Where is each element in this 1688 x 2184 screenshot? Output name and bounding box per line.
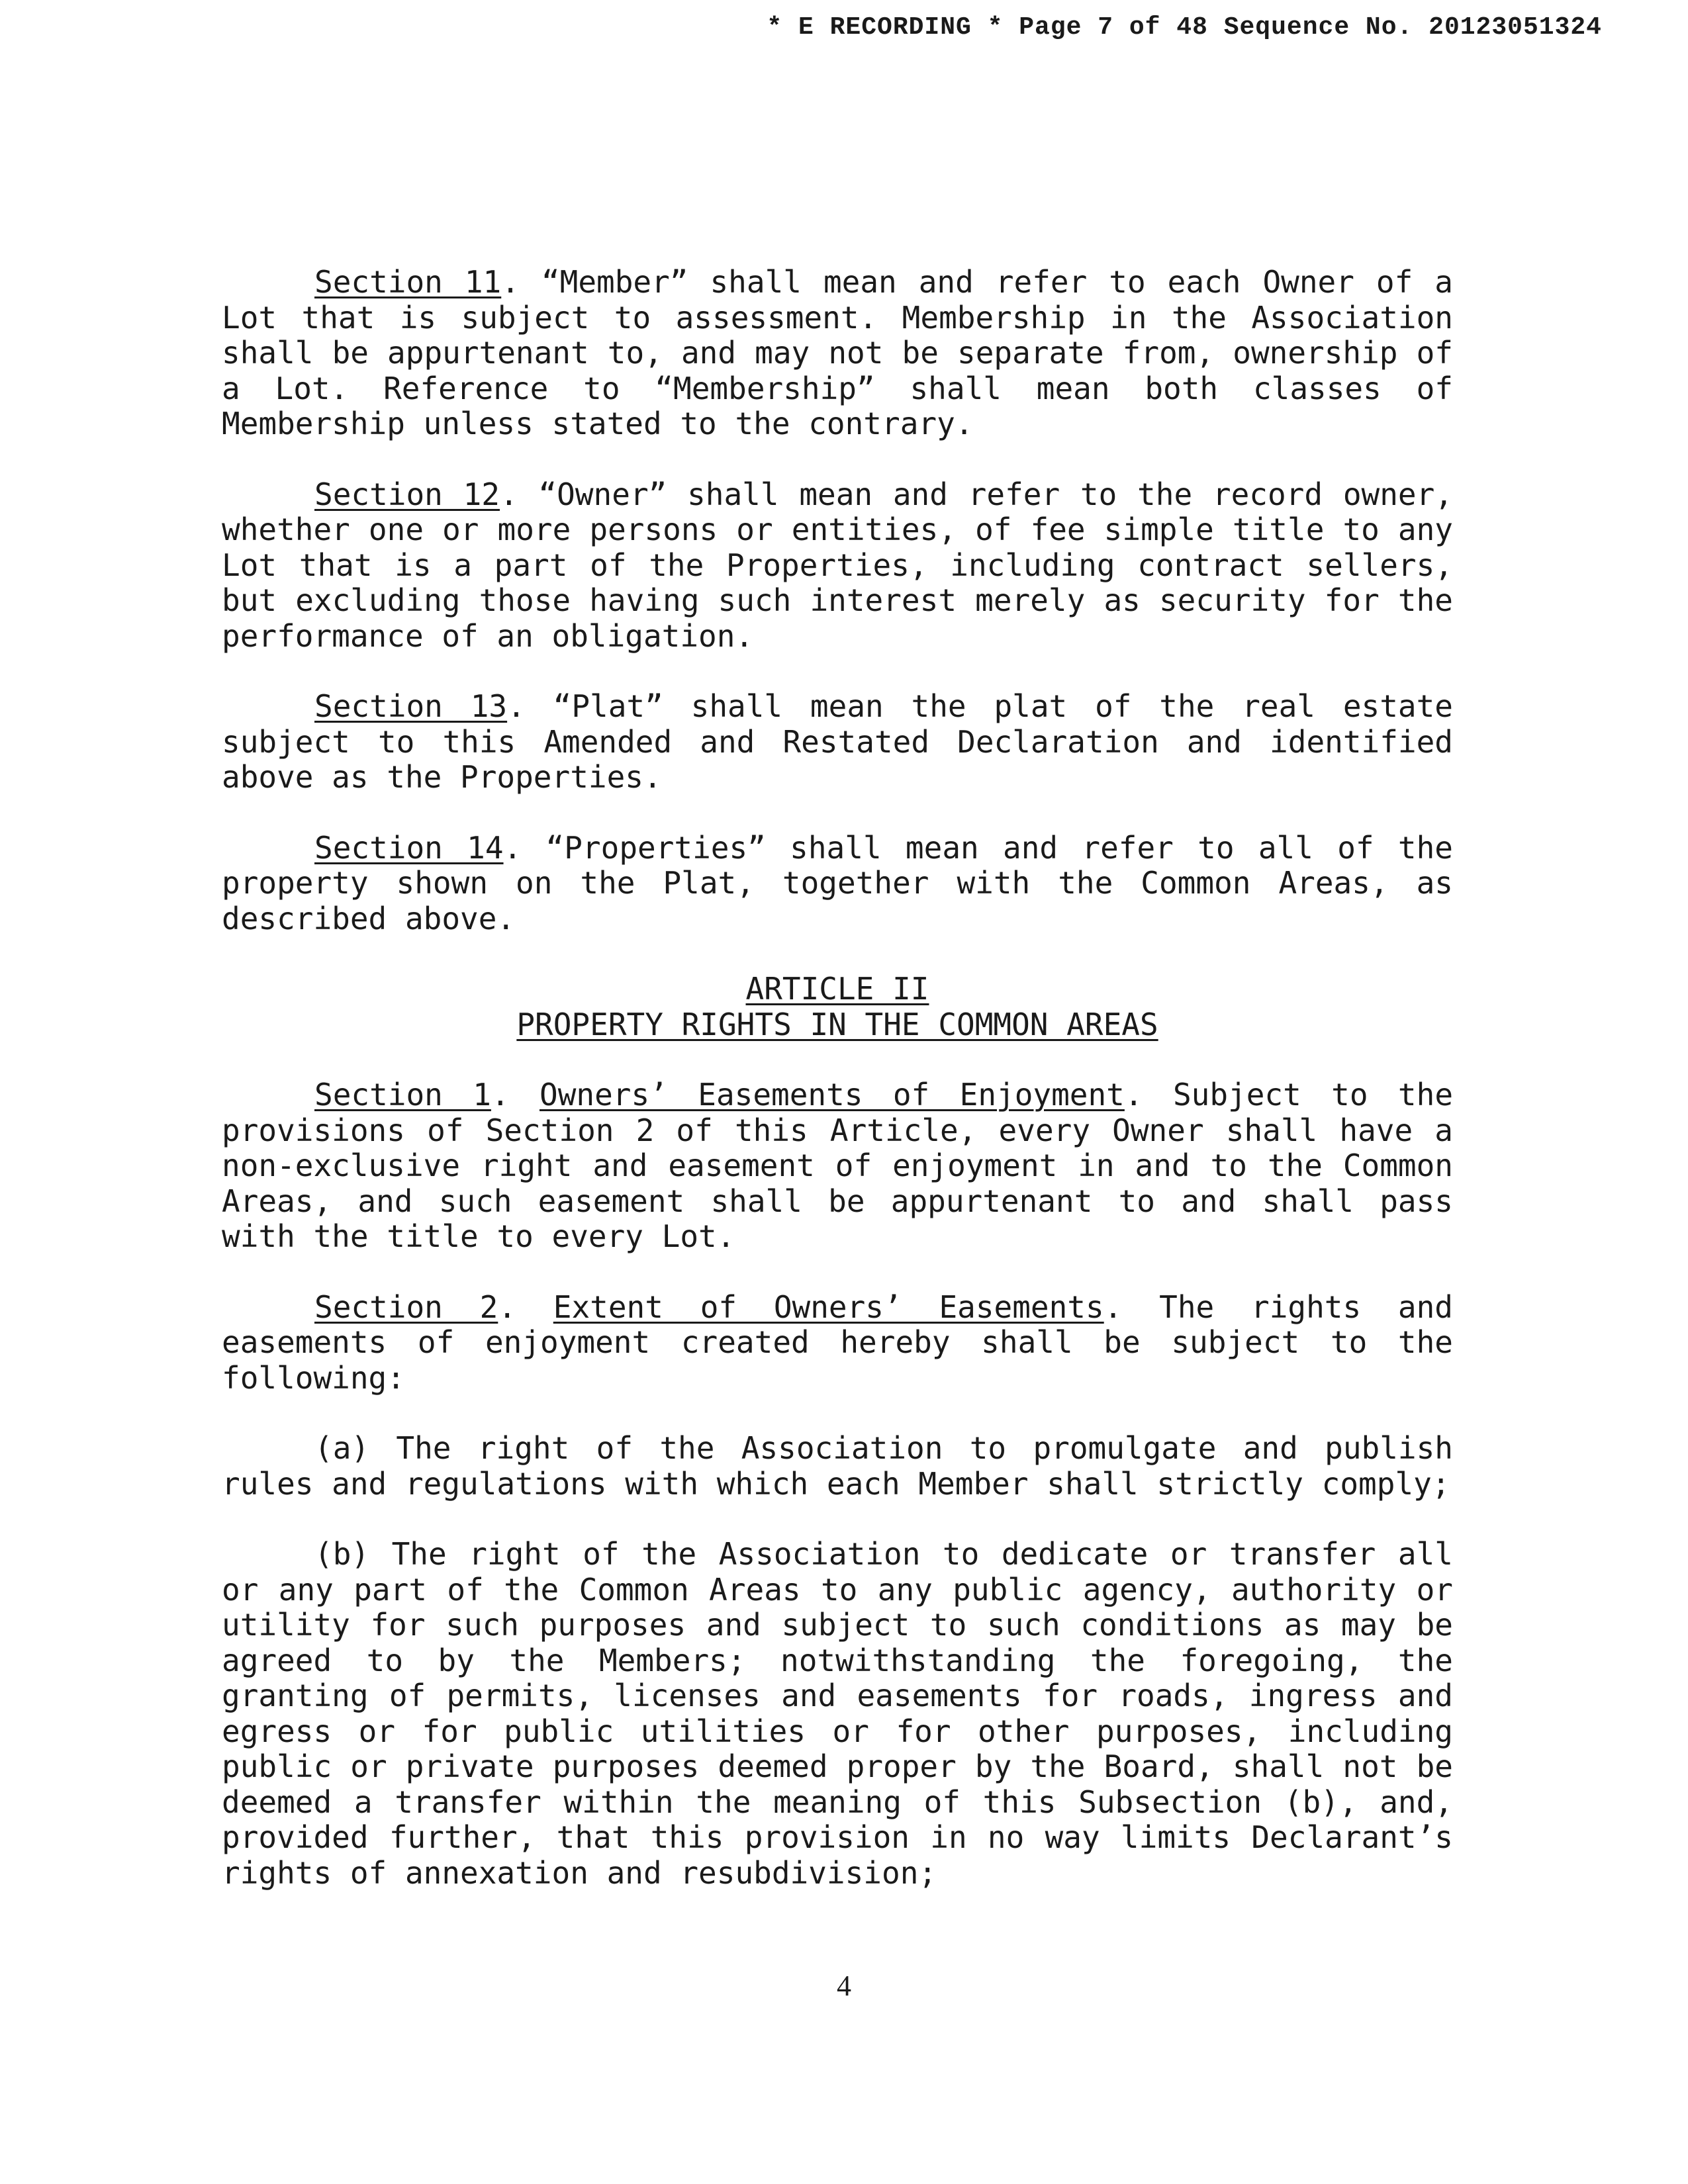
section-text: . “Member” shall mean and refer to each Owner of a Lot that is subject to assessment. Membership in the Association shall be appurtenant to, and may not be separate from, ownership of a Lot. Reference to “Membership” shall mean both classes of Membership unless stated to the contrary. (222, 264, 1453, 441)
article-title: ARTICLE II (745, 971, 929, 1007)
section-13-paragraph (222, 689, 1453, 796)
subsection-b-paragraph: (b) The right of the Association to dedicate or transfer all or any part of the Common Areas to any public agency, authority or utility for such purposes and subject to such conditions as may be agreed to by the Members; notwithstanding the foregoing, the granting of permits, licenses and easements for roads, ingress and egress or for public utilities or for other purposes, including public or private purposes deemed proper by the Board, shall not be deemed a transfer within the meaning of this Subsection (b), and, provided further, that this provision in no way limits Declarant’s rights of annexation and resubdivision; (222, 1536, 1453, 1891)
section-label: Section 13 (314, 688, 508, 724)
section-title: Extent of Owners’ Easements (553, 1289, 1104, 1325)
section-label: Section 2 (314, 1289, 498, 1325)
section-label: Section 1 (314, 1077, 491, 1113)
article-heading (222, 972, 1453, 1042)
document-body (222, 265, 1453, 1926)
section-title: Owners’ Easements of Enjoyment (539, 1077, 1125, 1113)
page-number: 4 (837, 1970, 851, 2002)
article-section-2-paragraph (222, 1290, 1453, 1396)
article-section-1-paragraph (222, 1077, 1453, 1255)
section-11-paragraph (222, 265, 1453, 442)
section-label: Section 11 (314, 264, 502, 300)
subsection-a-paragraph: (a) The right of the Association to promulgate and publish rules and regulations with which each Member shall strictly comply; (222, 1430, 1453, 1502)
article-subtitle: PROPERTY RIGHTS IN THE COMMON AREAS (516, 1006, 1158, 1042)
section-text: . Subject to the provisions of Section 2 of this Article, every Owner shall have a non-exclusive right and easement of enjoyment in and to the Common Areas, and such easement shall be appurtenant to and shall pass with the title to every Lot. (222, 1077, 1454, 1254)
recording-header: * E RECORDING * Page 7 of 48 Sequence No. 20123051324 (767, 13, 1602, 42)
section-label: Section 14 (314, 829, 504, 866)
section-label: Section 12 (314, 476, 500, 512)
section-text: . “Plat” shall mean the plat of the real estate subject to this Amended and Restated Declaration and identified above as the Properties. (222, 688, 1453, 795)
section-12-paragraph (222, 477, 1453, 655)
section-text: . “Properties” shall mean and refer to all of the property shown on the Plat, together with the Common Areas, as described above. (222, 829, 1453, 936)
section-separator: . (498, 1289, 553, 1325)
section-separator: . (491, 1077, 540, 1113)
section-14-paragraph (222, 831, 1453, 937)
section-text: . “Owner” shall mean and refer to the record owner, whether one or more persons or entities, of fee simple title to any Lot that is a part of the Properties, including contract sellers, but excluding those having such interest merely as security for the performance of an obligation. (222, 476, 1453, 654)
section-text: . The rights and easements of enjoyment created hereby shall be subject to the following: (222, 1289, 1453, 1396)
